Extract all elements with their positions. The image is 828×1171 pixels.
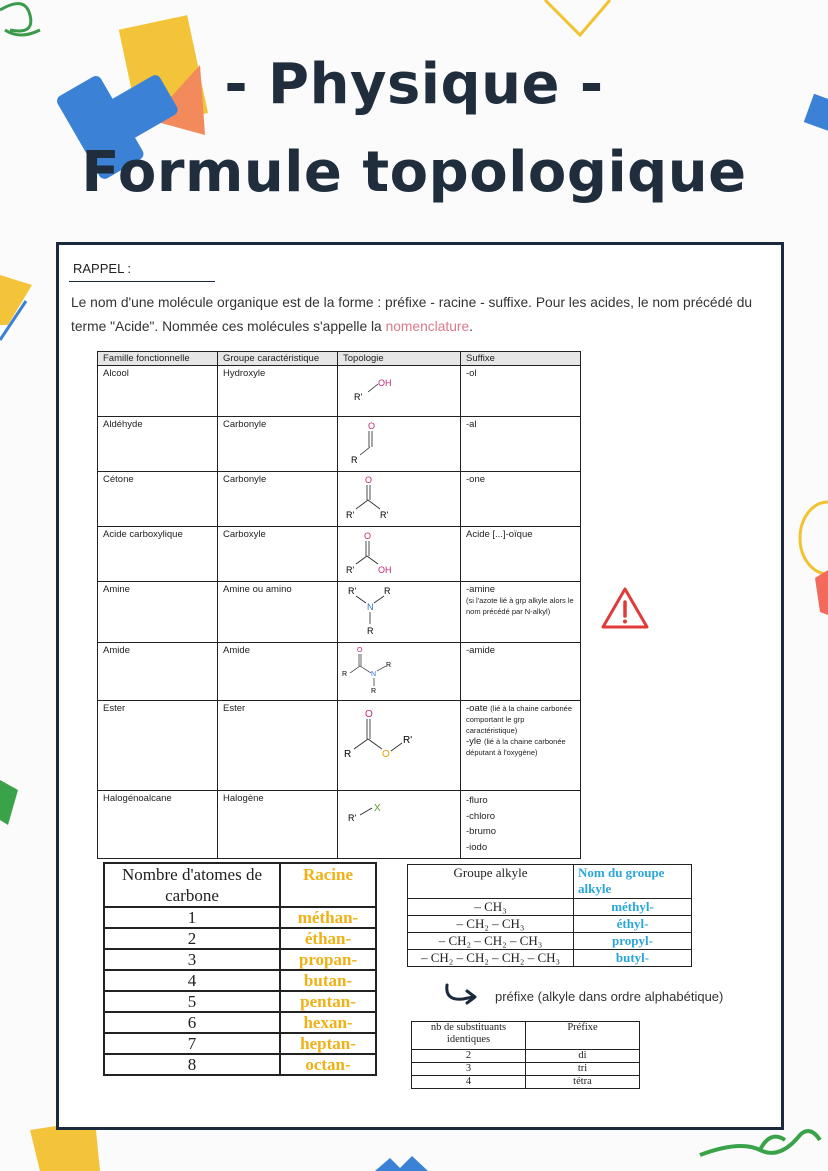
rappel-text <box>71 291 771 339</box>
topology-cetone <box>338 472 461 527</box>
suffixe-text: -amine <box>466 584 496 595</box>
famille-cell: Cétone <box>98 472 218 527</box>
famille-cell: Amide <box>98 643 218 701</box>
decoration-left-yellow <box>0 265 40 355</box>
atom-label: R <box>342 671 348 678</box>
prefixe-cell: tri <box>526 1063 640 1076</box>
atom-label: O <box>364 531 372 541</box>
famille-cell: Ester <box>98 701 218 791</box>
topology-halogeno <box>338 791 461 859</box>
atom-label: R <box>344 749 352 760</box>
suffixe-cell: -ol <box>461 366 581 417</box>
alkyl-formula: – CH₂ – CH₃ <box>408 916 574 933</box>
carbon-count: 4 <box>104 970 280 991</box>
suffixe-item: -iodo <box>466 841 488 853</box>
alkyl-name: butyl- <box>574 950 692 967</box>
famille-cell: Alcool <box>98 366 218 417</box>
groupe-cell: Carbonyle <box>218 417 338 472</box>
table-row <box>104 970 376 991</box>
warning-icon <box>599 585 651 633</box>
topology-ester <box>338 701 461 791</box>
atom-label: R' <box>346 510 355 520</box>
atom-label: R' <box>348 586 357 596</box>
decoration-right-yellow <box>790 500 828 630</box>
header-topologie: Topologie <box>338 352 461 366</box>
atom-label: OH <box>378 378 392 388</box>
suffixe-item: -brumo <box>466 826 497 837</box>
families-header-row <box>98 352 581 366</box>
substituant-count: 3 <box>412 1063 526 1076</box>
table-row <box>104 991 376 1012</box>
table-row <box>98 643 581 701</box>
suffixe-item: -fluro <box>466 795 488 806</box>
racine-cell: méthan- <box>280 907 376 928</box>
table-row <box>104 1033 376 1054</box>
atom-label: O <box>382 749 390 760</box>
substituants-header-row <box>412 1022 640 1050</box>
topology-amine <box>338 582 461 643</box>
rappel-underline <box>69 281 215 282</box>
racine-cell: octan- <box>280 1054 376 1075</box>
carbon-count: 6 <box>104 1012 280 1033</box>
racines-table <box>103 862 377 1076</box>
rappel-heading: RAPPEL : <box>73 261 132 276</box>
table-row <box>98 417 581 472</box>
atom-label: R <box>371 688 377 695</box>
header-groupe-alkyle: Groupe alkyle <box>408 865 574 899</box>
page-title-line2: Formule topologique <box>81 140 747 205</box>
header-nom-groupe: Nom du groupe alkyle <box>574 865 692 899</box>
carbon-count: 8 <box>104 1054 280 1075</box>
atom-label: R' <box>346 565 355 575</box>
prefixe-note: préfixe (alkyle dans ordre alphabétique) <box>495 989 724 1004</box>
suffixe-cell: Acide [...]-oïque <box>461 527 581 582</box>
table-row <box>98 701 581 791</box>
table-row <box>104 907 376 928</box>
groupe-cell: Amide <box>218 643 338 701</box>
table-row <box>98 582 581 643</box>
groupe-cell: Halogène <box>218 791 338 859</box>
groupe-cell: Ester <box>218 701 338 791</box>
atom-label: R' <box>380 510 389 520</box>
content-card <box>56 242 784 1130</box>
table-row <box>408 933 692 950</box>
atom-label: R' <box>354 392 363 402</box>
suffixe-text: -oate <box>466 703 488 714</box>
header-nombre-atomes: Nombre d'atomes de carbone <box>104 863 280 907</box>
atom-label: O <box>365 709 373 720</box>
substituant-count: 4 <box>412 1076 526 1089</box>
atom-label: R <box>386 662 392 669</box>
racines-header-row <box>104 863 376 907</box>
suffixe-note-2: (lié à la chaine carbonée députant à l'oxygène) <box>466 737 566 757</box>
header-prefixe: Préfixe <box>526 1022 640 1050</box>
atom-label: O <box>365 475 373 485</box>
table-row <box>104 1054 376 1075</box>
page-title-line1: - Physique - <box>224 52 604 117</box>
decoration-left-green <box>0 780 20 840</box>
header-famille: Famille fonctionnelle <box>98 352 218 366</box>
famille-cell: Aldéhyde <box>98 417 218 472</box>
alkyles-table <box>407 864 692 967</box>
table-row <box>408 916 692 933</box>
suffixe-note: (si l'azote lié à grp alkyle alors le nom précédé par N-alkyl) <box>466 596 574 616</box>
table-row <box>412 1076 640 1089</box>
suffixe-cell: -al <box>461 417 581 472</box>
table-row <box>408 899 692 916</box>
racine-cell: hexan- <box>280 1012 376 1033</box>
carbon-count: 7 <box>104 1033 280 1054</box>
atom-label: N <box>371 671 377 678</box>
groupe-cell: Carbonyle <box>218 472 338 527</box>
prefixe-cell: di <box>526 1050 640 1063</box>
carbon-count: 2 <box>104 928 280 949</box>
table-row <box>412 1063 640 1076</box>
groupe-cell: Hydroxyle <box>218 366 338 417</box>
atom-label: R' <box>403 735 413 746</box>
substituant-count: 2 <box>412 1050 526 1063</box>
prefixe-cell: tétra <box>526 1076 640 1089</box>
atom-label: OH <box>378 565 392 575</box>
suffixe-cell: -amide <box>461 643 581 701</box>
alkyl-name: propyl- <box>574 933 692 950</box>
header-groupe: Groupe caractéristique <box>218 352 338 366</box>
table-row <box>104 1012 376 1033</box>
racine-cell: butan- <box>280 970 376 991</box>
topology-acide <box>338 527 461 582</box>
carbon-count: 1 <box>104 907 280 928</box>
atom-label: R <box>384 586 391 596</box>
suffixe-note: (lié à la chaine carbonée comportant le grp caractéristique) <box>466 704 573 735</box>
table-row <box>98 527 581 582</box>
substituants-table <box>411 1021 640 1089</box>
racine-cell: heptan- <box>280 1033 376 1054</box>
suffixe-cell <box>461 791 581 859</box>
suffixe-cell <box>461 701 581 791</box>
curved-arrow-icon <box>441 981 481 1007</box>
racine-cell: pentan- <box>280 991 376 1012</box>
functional-families-table <box>97 351 581 859</box>
carbon-count: 3 <box>104 949 280 970</box>
table-row <box>98 366 581 417</box>
racine-cell: propan- <box>280 949 376 970</box>
atom-label: R <box>367 626 374 636</box>
alkyl-name: éthyl- <box>574 916 692 933</box>
famille-cell: Amine <box>98 582 218 643</box>
nomenclature-highlight: nomenclature <box>385 319 470 334</box>
topology-aldehyde <box>338 417 461 472</box>
carbon-count: 5 <box>104 991 280 1012</box>
groupe-cell: Amine ou amino <box>218 582 338 643</box>
famille-cell: Acide carboxylique <box>98 527 218 582</box>
table-row <box>408 950 692 967</box>
table-row <box>98 472 581 527</box>
table-row <box>412 1050 640 1063</box>
alkyl-formula: – CH₂ – CH₂ – CH₂ – CH₃ <box>408 950 574 967</box>
atom-label: O <box>357 647 363 654</box>
atom-label: O <box>368 421 376 431</box>
suffixe-text-2: -yle <box>466 736 482 747</box>
table-row <box>104 928 376 949</box>
header-nb-substituants: nb de substituants identiques <box>412 1022 526 1050</box>
racine-cell: éthan- <box>280 928 376 949</box>
atom-label: R <box>351 455 358 465</box>
rappel-text-main: Le nom d'une molécule organique est de la forme : préfixe - racine - suffixe. Pour les acides, le nom précédé du terme "Acide". Nommée ces molécules s'appelle la <box>71 295 753 334</box>
suffixe-cell: -one <box>461 472 581 527</box>
topology-alcool <box>338 366 461 417</box>
table-row <box>104 949 376 970</box>
atom-label: N <box>367 602 374 612</box>
alkyl-formula: – CH₂ – CH₂ – CH₃ <box>408 933 574 950</box>
header-suffixe: Suffixe <box>461 352 581 366</box>
suffixe-item: -chloro <box>466 810 496 822</box>
alkyl-formula: – CH₃ <box>408 899 574 916</box>
suffixe-cell <box>461 582 581 643</box>
header-racine: Racine <box>280 863 376 907</box>
alkyles-header-row <box>408 865 692 899</box>
topology-amide <box>338 643 461 701</box>
alkyl-name: méthyl- <box>574 899 692 916</box>
rappel-text-end: . <box>469 319 474 334</box>
table-row <box>98 791 581 859</box>
atom-label: R' <box>348 813 357 823</box>
atom-label: X <box>374 803 381 814</box>
famille-cell: Halogénoalcane <box>98 791 218 859</box>
groupe-cell: Carboxyle <box>218 527 338 582</box>
